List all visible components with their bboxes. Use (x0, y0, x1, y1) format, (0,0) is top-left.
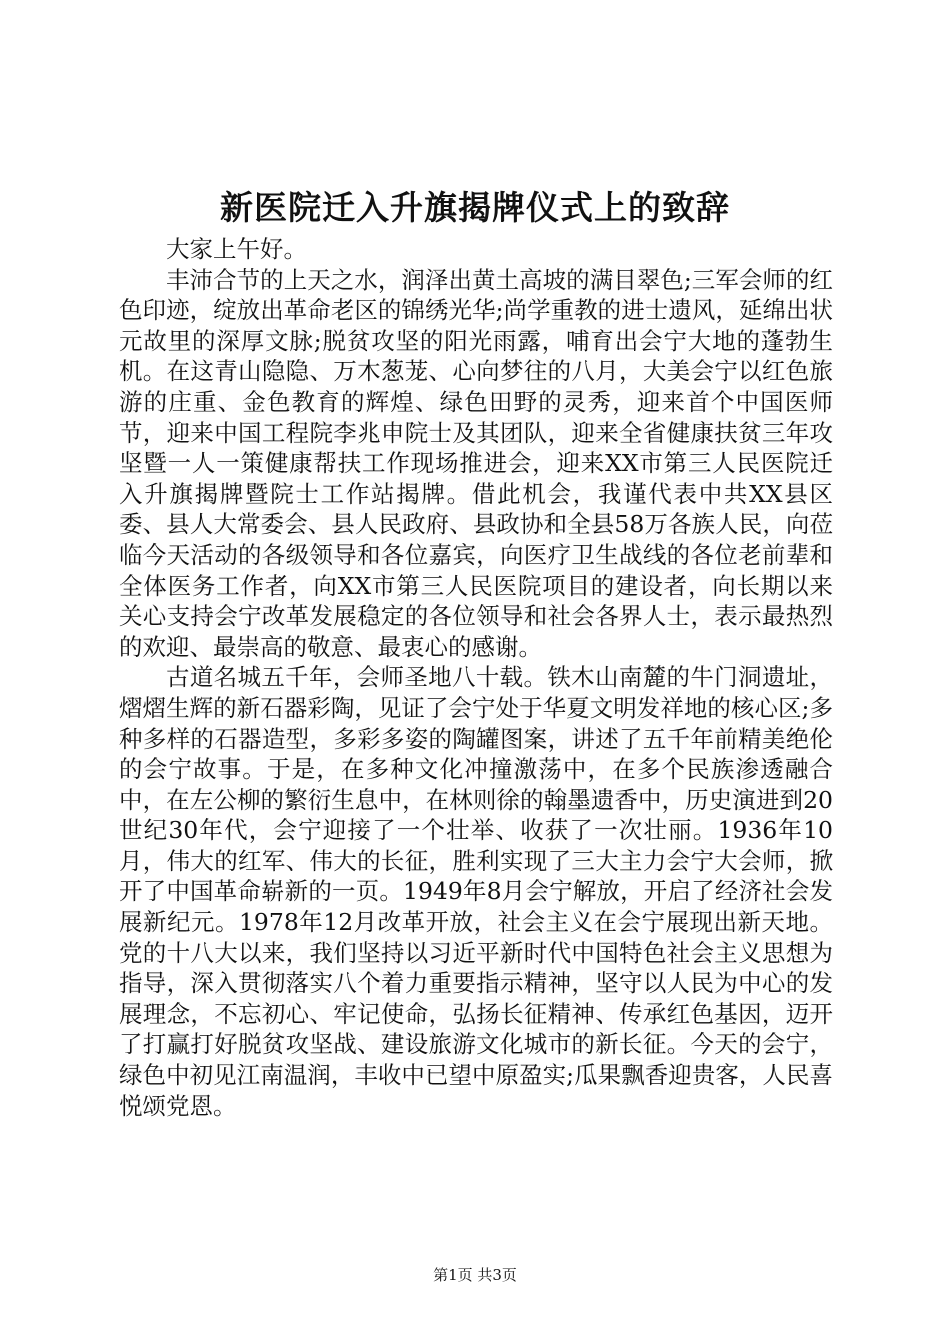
document-title: 新医院迁入升旗揭牌仪式上的致辞 (220, 188, 730, 227)
paragraph-history: 古道名城五千年，会师圣地八十载。铁木山南麓的牛门洞遗址，熠熠生辉的新石器彩陶，见证了会宁处于华夏文明发祥地的核心区;多种多样的石器造型，多彩多姿的陶罐图案，讲述了五千年前精美绝伦的会宁故事。于是，在多种文化冲撞激荡中，在多个民族渗透融合中，在左公柳的繁衍生息中，在林则徐的翰墨遗香中，历史演进到20世纪30年代，会宁迎接了一个壮举、收获了一次壮丽。1936年10月，伟大的红军、伟大的长征，胜利实现了三大主力会宁大会师，掀开了中国革命崭新的一页。1949年8月会宁解放，开启了经济社会发展新纪元。1978年12月改革开放，社会主义在会宁展现出新天地。党的十八大以来，我们坚持以习近平新时代中国特色社会主义思想为指导，深入贯彻落实八个着力重要指示精神，坚守以人民为中心的发展理念，不忘初心、牢记使命，弘扬长征精神、传承红色基因，迈开了打赢打好脱贫攻坚战、建设旅游文化城市的新长征。今天的会宁，绿色中初见江南温润，丰收中已望中原盈实;瓜果飘香迎贵客，人民喜悦颂党恩。 (119, 663, 833, 1120)
document-body (119, 234, 833, 1121)
page-number: 第1页 共3页 (433, 1266, 517, 1284)
paragraph-welcome: 丰沛合节的上天之水，润泽出黄土高坡的满目翠色;三军会师的红色印迹，绽放出革命老区的锦绣光华;尚学重教的进士遗风，延绵出状元故里的深厚文脉;脱贫攻坚的阳光雨露，哺育出会宁大地的蓬勃生机。在这青山隐隐、万木葱茏、心向梦往的八月，大美会宁以红色旅游的庄重、金色教育的辉煌、绿色田野的灵秀，迎来首个中国医师节，迎来中国工程院李兆申院士及其团队，迎来全省健康扶贫三年攻坚暨一人一策健康帮扶工作现场推进会，迎来XX市第三人民医院迁入升旗揭牌暨院士工作站揭牌。借此机会，我谨代表中共XX县区委、县人大常委会、县人民政府、县政协和全县58万各族人民，向莅临今天活动的各级领导和各位嘉宾，向医疗卫生战线的各位老前辈和全体医务工作者，向XX市第三人民医院项目的建设者，向长期以来关心支持会宁改革发展稳定的各位领导和社会各界人士，表示最热烈的欢迎、最崇高的敬意、最衷心的感谢。 (119, 265, 833, 661)
paragraph-greeting: 大家上午好。 (166, 235, 307, 263)
